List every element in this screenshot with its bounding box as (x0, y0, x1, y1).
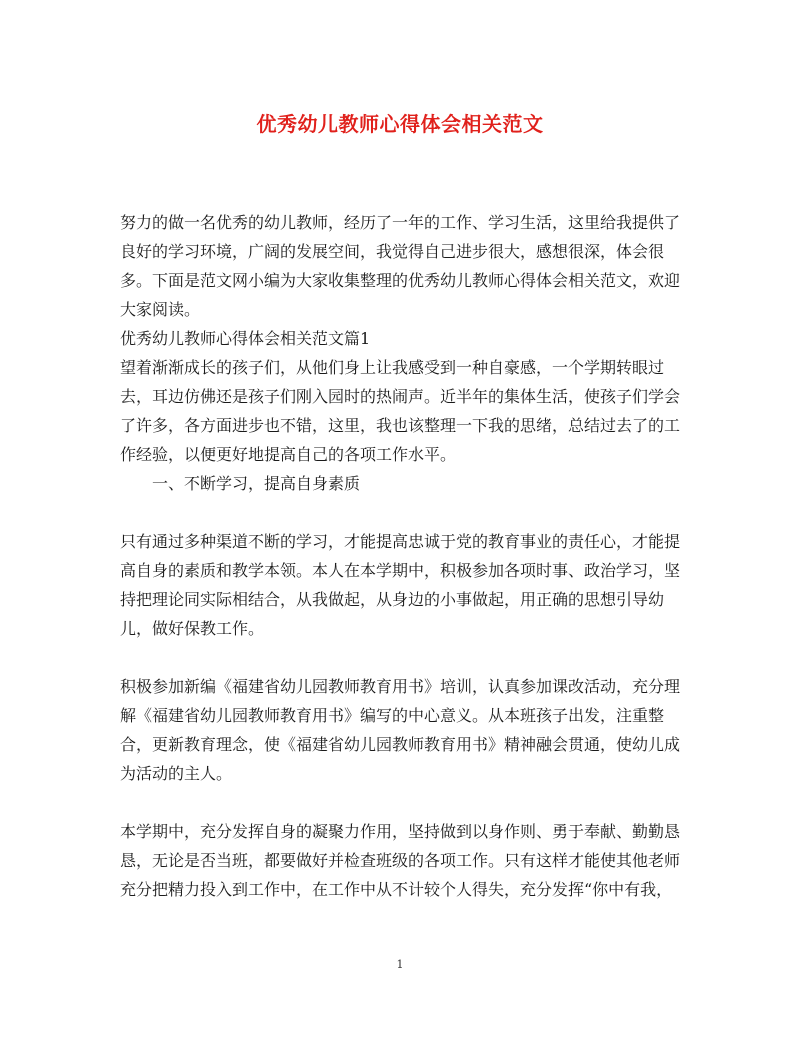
body-paragraph-2: 只有通过多种渠道不断的学习，才能提高忠诚于党的教育事业的责任心，才能提高自身的素质和教学本领。本人在本学期中，积极参加各项时事、政治学习，坚持把理论同实际相结合，从我做起，从身边的小事做起，用正确的思想引导幼儿，做好保教工作。 (120, 532, 681, 638)
page-number: 1 (396, 958, 404, 971)
body-paragraph-3: 积极参加新编《福建省幼儿园教师教育用书》培训，认真参加课改活动，充分理解《福建省幼儿园教师教育用书》编写的中心意义。从本班孩子出发，注重整合，更新教育理念，使《福建省幼儿园教师教育用书》精神融会贯通，使幼儿成为活动的主人。 (120, 677, 681, 783)
body-paragraph-1: 望着渐渐成长的孩子们，从他们身上让我感受到一种自豪感，一个学期转眼过去，耳边仿佛还是孩子们刚入园时的热闹声。近半年的集体生活，使孩子们学会了许多，各方面进步也不错，这里，我也该整理一下我的思绪，总结过去了的工作经验，以便更好地提高自己的各项工作水平。 (120, 358, 681, 464)
subheading-1: 一、不断学习，提高自身素质 (152, 474, 361, 493)
body-paragraph-4: 本学期中，充分发挥自身的凝聚力作用，坚持做到以身作则、勇于奉献、勤勤恳恳，无论是否当班，都要做好并检查班级的各项工作。只有这样才能使其他老师充分把精力投入到工作中，在工作中从不计较个人得失，充分发挥“你中有我， (120, 822, 681, 899)
intro-paragraph: 努力的做一名优秀的幼儿教师，经历了一年的工作、学习生活，这里给我提供了良好的学习环境，广阔的发展空间，我觉得自己进步很大，感想很深，体会很多。下面是范文网小编为大家收集整理的优秀幼儿教师心得体会相关范文，欢迎大家阅读。 (120, 213, 681, 319)
document-title: 优秀幼儿教师心得体会相关范文 (256, 112, 544, 136)
section-title: 优秀幼儿教师心得体会相关范文篇1 (120, 329, 371, 348)
document-body (120, 208, 685, 904)
